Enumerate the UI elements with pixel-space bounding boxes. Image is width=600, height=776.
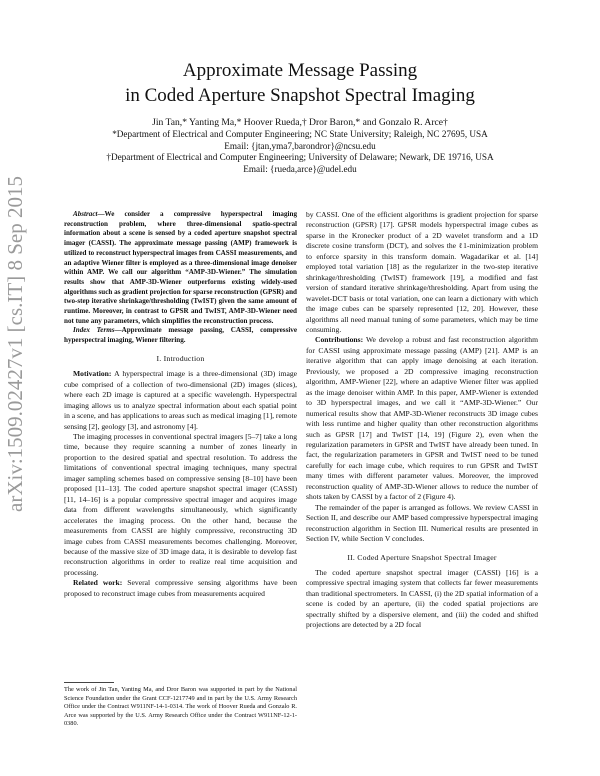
contributions-lead: Contributions: xyxy=(315,335,364,345)
contributions-text: We develop a robust and fast reconstruction algorithm for CASSI using approximate message passing (AMP) [21]. AMP is an iterative algorithm that can apply image denoising at each iteration. Previously, we proposed a 2D compressive imaging reconstruction algorithm, AMP-Wiener [22], where an adaptive Wiener filter was applied as the image denoiser within AMP. In this paper, AMP-Wiener is extended to 3D hyperspectral images, and we call it “AMP-3D-Wiener.” Our numerical results show that AMP-3D-Wiener reconstructs 3D image cubes with less runtime and higher quality than other reconstruction algorithms such as GPSR [17] and TwIST [14, 19] (Figure 2), even when the regularization parameters in GPSR and TwIST have already been tuned. In fact, the regularization parameters in GPSR and TwIST need to be tuned carefully for each image cube, which requires to run GPSR and TwIST many times with different parameter values. Moreover, the improved reconstruction quality of AMP-3D-Wiener allows to reduce the number of shots taken by CASSI by a factor of 2 (Figure 4). xyxy=(306,335,538,502)
related-work-text: Several compressive sensing algorithms have been proposed to reconstruct image cubes from measurements acquired xyxy=(64,578,297,598)
motivation-text: A hyperspectral image is a three-dimensional (3D) image cube comprised of a collection of two-dimensional (2D) images (slices), where each 2D image is captured at a specific wavelength. Hyperspectral imaging allows us to analyze spectral information about each spatial point in a scene, and has applications to areas such as medical imaging [1], remote sensing [2], geology [3], and astronomy [4]. xyxy=(64,369,298,431)
left-column xyxy=(64,210,297,599)
motivation-lead: Motivation: xyxy=(73,369,112,379)
abstract-text: —We consider a compressive hyperspectral imaging reconstruction problem, where three-dimensional spatio-spectral information about a scene is sensed by a coded aperture snapshot spectral imager (CASSI). The approximate message passing (AMP) framework is utilized to reconstruct hyperspectral images from CASSI measurements, and an adaptive Wiener filter is employed as a three-dimensional image denoiser within AMP. We call our algorithm “AMP-3D-Wiener.” The simulation results show that AMP-3D-Wiener outperforms existing widely-used algorithms such as gradient projection for sparse reconstruction (GPSR) and two-step iterative shrinkage/thresholding (TwIST) given the same amount of runtime. Moreover, in contrast to GPSR and TwIST, AMP-3D-Wiener need not tune any parameters, which simplifies the reconstruction process. xyxy=(64,210,297,325)
paragraph-contributions xyxy=(306,335,538,502)
abstract-lead: Abstract xyxy=(73,210,98,218)
abstract xyxy=(64,210,297,326)
affiliation-1: *Department of Electrical and Computer Engineering; NC State University; Raleigh, NC 27695, USA xyxy=(112,129,488,139)
paragraph-related-work-continued: by CASSI. One of the efficient algorithms is gradient projection for sparse reconstruction (GPSR) [17]. GPSR models hyperspectral image cubes as sparse in the Kronecker product of a 2D wavelet transform and a 1D discrete cosine transform (DCT), and solves the ℓ1-minimization problem to enforce sparsity in this transform domain. Wagadarikar et al. [14] employed total variation [18] as the regularizer in the two-step iterative shrinkage/thresholding (TwIST) framework [19], a modified and fast version of standard iterative shrinkage/thresholding. Apart from using the wavelet-DCT basis or total variation, one can learn a dictionary with which the image cubes can be sparsely represented [12, 20]. However, these algorithms all need manual tuning of some parameters, which may be time consuming. xyxy=(306,210,538,334)
email-2: Email: {rueda,arce}@udel.edu xyxy=(243,163,357,174)
section-heading-introduction: I. Introduction xyxy=(156,353,205,363)
related-work-lead: Related work: xyxy=(73,578,123,588)
author-block xyxy=(0,116,600,175)
paragraph-remainder: The remainder of the paper is arranged as follows. We review CASSI in Section II, and describe our AMP based compressive hyperspectral imaging reconstruction algorithm in Section III. Numerical results are presented in Section IV, while Section V concludes. xyxy=(306,502,538,544)
section-heading-cassi: II. Coded Aperture Snapshot Spectral Imager xyxy=(347,552,497,562)
affiliation-2: †Department of Electrical and Computer Engineering; University of Delaware; Newark, DE 19716, USA xyxy=(106,152,494,162)
title-line-2: in Coded Aperture Snapshot Spectral Imaging xyxy=(125,85,475,106)
paragraph-motivation xyxy=(64,369,297,432)
index-terms xyxy=(64,326,297,345)
paragraph-cassi: The coded aperture snapshot spectral imager (CASSI) [16] is a compressive spectral imaging system that collects far fewer measurements than traditional spectrometers. In CASSI, (i) the 2D spatial information of a scene is coded by an aperture, (ii) the coded spatial projections are spectrally shifted by a dispersive element, and (iii) the coded and shifted projections are detected by a 2D focal xyxy=(306,567,538,630)
author-names: Jin Tan,* Yanting Ma,* Hoover Rueda,† Dror Baron,* and Gonzalo R. Arce† xyxy=(152,117,448,128)
index-terms-lead: Index Terms xyxy=(73,326,115,335)
paragraph-imaging: The imaging processes in conventional spectral imagers [5–7] take a long time, because they require scanning a number of zones linearly in proportion to the desired spatial and spectral resolution. To address the limitations of conventional spectral imaging techniques, many spectral imager sampling schemes based on compressive sensing [8–10] have been proposed [11–13]. The coded aperture snapshot spectral imager (CASSI) [11, 14–16] is a popular compressive spectral imager and acquires image data from different wavelengths simultaneously, which significantly accelerates the imaging process. On the other hand, because the measurements from CASSI are highly compressive, reconstructing 3D image cubes from CASSI measurements becomes challenging. Moreover, because of the massive size of 3D image data, it is desirable to develop fast reconstruction algorithms in order to realize real time acquisition and processing. xyxy=(64,432,297,577)
index-terms-text: —Approximate message passing, CASSI, compressive hyperspectral imaging, Wiener filtering. xyxy=(64,326,297,345)
title-line-1: Approximate Message Passing xyxy=(182,60,418,81)
arxiv-identifier: arXiv:1509.02427v1 [cs.IT] 8 Sep 2015 xyxy=(3,176,27,512)
footnote: The work of Jin Tan, Yanting Ma, and Dror Baron was supported in part by the National Science Foundation under the Grant CCF-1217749 and in part by the U.S. Army Research Office under the Contract W911NF-14-1-0314. The work of Hoover Rueda and Gonzalo R. Arce was supported by the U.S. Army Research Office under the Contract W911NF-12-1-0380. xyxy=(64,686,297,728)
paragraph-related-work xyxy=(64,578,297,599)
paper-title xyxy=(0,58,600,108)
email-1: Email: {jtan,yma7,barondror}@ncsu.edu xyxy=(224,140,376,151)
right-column xyxy=(306,210,538,631)
footnote-rule xyxy=(64,682,114,683)
